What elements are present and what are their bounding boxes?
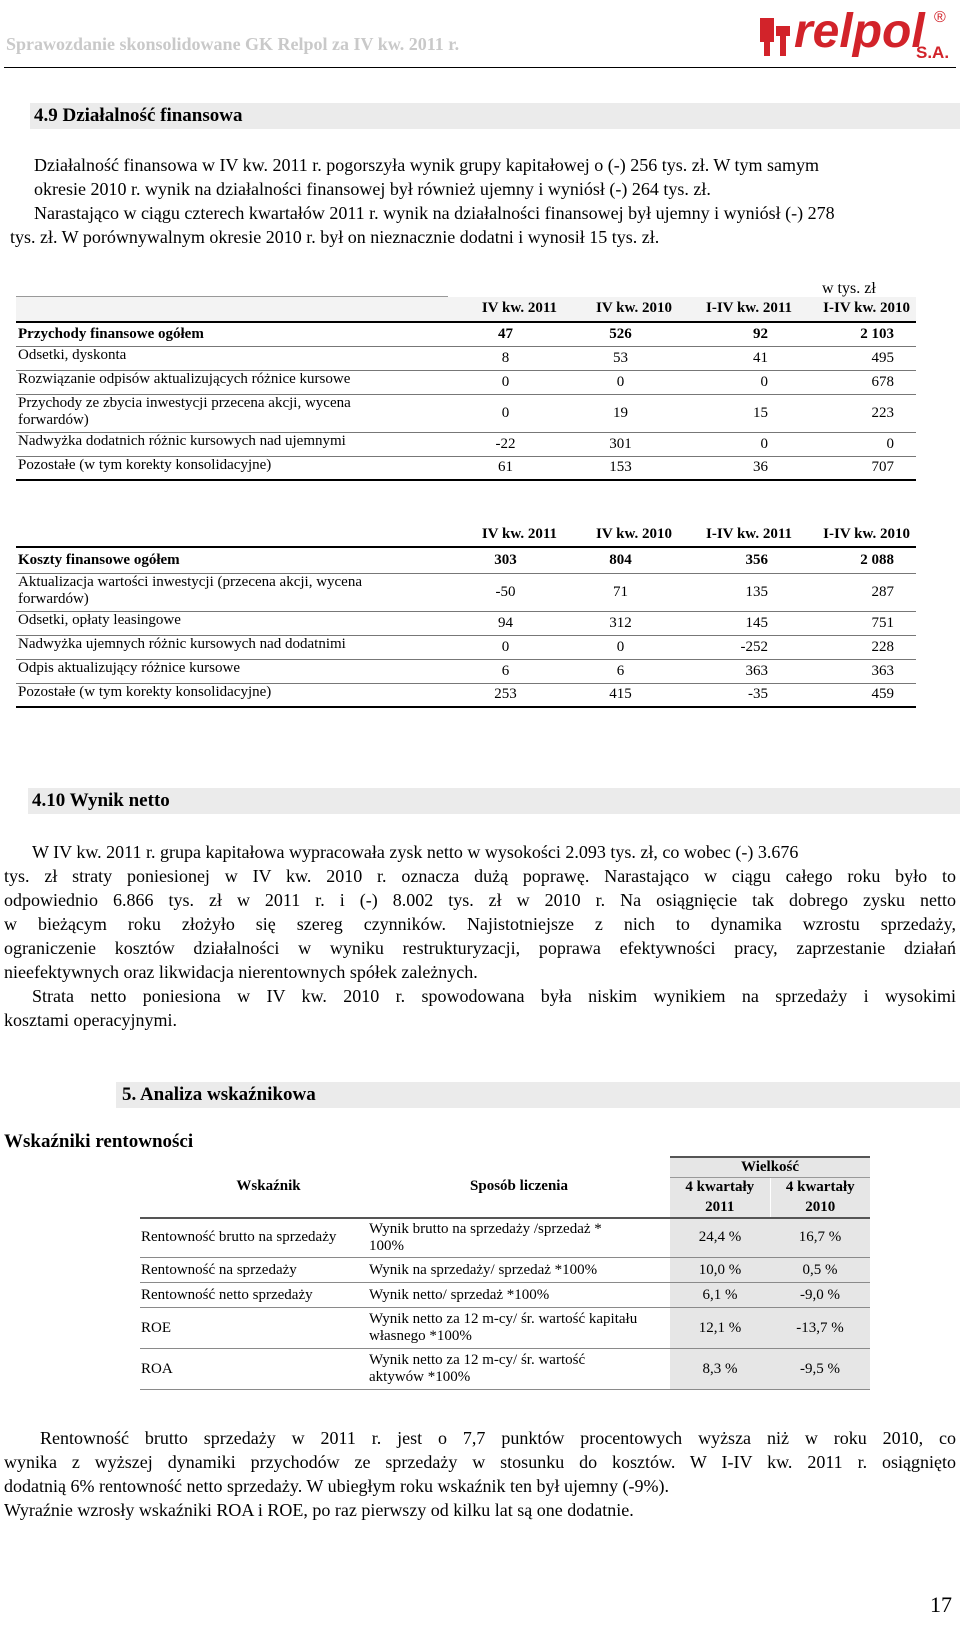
section-4-10-line: tys. zł straty poniesionej w IV kw. 2010 r. oznacza dużą poprawę. Narastająco w ciągu całego roku było to <box>4 866 956 886</box>
header-col-2011: 4 kwartały <box>670 1178 770 1198</box>
section-4-10-line: w bieżącym roku złożyło się szereg czynników. Najistotniejsze z nich to dynamika wzrostu sprzedaży, <box>4 914 956 934</box>
unit-label: w tys. zł <box>822 280 876 297</box>
table-row: Przychody finansowe ogółem 47 526 92 2 103 <box>16 322 916 346</box>
section-4-10-line: nieefektywnych oraz likwidacja nierentownych spółek zależnych. <box>4 962 478 982</box>
table-row: Odpis aktualizujący różnice kursowe 6 6 363 363 <box>16 659 916 683</box>
section-4-9-line: Działalność finansowa w IV kw. 2011 r. pogorszyła wynik grupy kapitałowej o (-) 256 tys. zł. W tym samym <box>34 155 820 175</box>
closing-line: dodatnią 6% rentowność netto sprzedaży. W ubiegłym roku wskaźnik ten był ujemny (-9%). <box>4 1476 669 1496</box>
table-header-row <box>16 297 916 323</box>
column-header: I-IV kw. 2010 <box>798 522 916 547</box>
section-5-title: 5. Analiza wskaźnikowa <box>116 1082 960 1108</box>
table-row: ROA Wynik netto za 12 m-cy/ śr. wartość aktywów *100% 8,3 % -9,5 % <box>140 1349 870 1390</box>
header-col-2010: 4 kwartały <box>770 1178 870 1198</box>
table-row: Odsetki, opłaty leasingowe 94 312 145 751 <box>16 611 916 635</box>
relpol-logo <box>758 2 958 64</box>
table-row: Koszty finansowe ogółem 303 804 356 2 088 <box>16 547 916 573</box>
section-4-9-title: 4.9 Działalność finansowa <box>30 103 960 129</box>
table-row: Pozostałe (w tym korekty konsolidacyjne) 253 415 -35 459 <box>16 683 916 707</box>
logo-suffix: S.A. <box>916 43 950 62</box>
column-header: I-IV kw. 2010 <box>798 297 916 323</box>
document-header-title: Sprawozdanie skonsolidowane GK Relpol za IV kw. 2011 r. <box>6 34 460 54</box>
table-row: Aktualizacja wartości inwestycji (przecena akcji, wycena forwardów) -50 71 135 287 <box>16 573 916 611</box>
table-row: Nadwyżka dodatnich różnic kursowych nad ujemnymi -22 301 0 0 <box>16 432 916 456</box>
table-row: Rentowność netto sprzedaży Wynik netto/ sprzedaż *100% 6,1 % -9,0 % <box>140 1283 870 1308</box>
closing-paragraph <box>4 1426 956 1522</box>
closing-line: wynika z wyższej dynamiki przychodów ze sprzedaży w stosunku do kosztów. W I-IV kw. 2011 r. osiągnięto <box>4 1452 956 1472</box>
closing-line: Wyraźnie wzrosły wskaźniki ROA i ROE, po raz pierwszy od kilku lat są one dodatnie. <box>4 1500 634 1520</box>
table-header-row <box>16 522 916 547</box>
header-year-2010: 2010 <box>770 1198 870 1218</box>
section-4-10-line: odpowiednio 6.866 tys. zł w 2011 r. i (-) 8.002 tys. zł w 2010 r. Na osiągnięcie tak dobrego zysku netto <box>4 890 956 910</box>
column-header: I-IV kw. 2011 <box>678 522 798 547</box>
table-row: Nadwyżka ujemnych różnic kursowych nad dodatnimi 0 0 -252 228 <box>16 635 916 659</box>
table-row: Rentowność brutto na sprzedaży Wynik brutto na sprzedaży /sprzedaż * 100% 24,4 % 16,7 % <box>140 1218 870 1258</box>
section-4-10-line: Strata netto poniesiona w IV kw. 2010 r. spowodowana była niskim wynikiem na sprzedaży i wysokimi <box>32 986 956 1006</box>
column-header: IV kw. 2011 <box>448 522 563 547</box>
section-4-10-line: W IV kw. 2011 r. grupa kapitałowa wypracowała zysk netto w wysokości 2.093 tys. zł, co wobec (-) 3.676 <box>32 842 799 862</box>
logo-wordmark: relpol <box>794 5 925 58</box>
header-divider <box>4 67 956 68</box>
header-year-2011: 2011 <box>670 1198 770 1218</box>
profitability-ratio-table <box>140 1156 870 1390</box>
logo-registered: ® <box>934 9 946 26</box>
column-header: I-IV kw. 2011 <box>678 297 798 323</box>
page-number: 17 <box>930 1592 952 1617</box>
section-4-9-line: Narastająco w ciągu czterech kwartałów 2011 r. wynik na działalności finansowej był ujemny i wyniósł (-) 278 <box>34 203 835 223</box>
header-method: Sposób liczenia <box>368 1157 670 1218</box>
table-row: Rozwiązanie odpisów aktualizujących różnice kursowe 0 0 0 678 <box>16 370 916 394</box>
header-indicator: Wskaźnik <box>140 1157 368 1218</box>
section-4-9-line: tys. zł. W porównywalnym okresie 2010 r. był on nieznacznie dodatni i wynosił 15 tys. zł. <box>10 227 660 247</box>
section-4-9-line: okresie 2010 r. wynik na działalności finansowej był również ujemny i wyniósł (-) 264 tys. zł. <box>34 179 711 199</box>
financial-income-table <box>16 296 916 481</box>
section-5-subtitle: Wskaźniki rentowności <box>4 1131 194 1152</box>
section-4-9-body <box>10 153 926 249</box>
section-4-10-line: kosztami operacyjnymi. <box>4 1010 177 1030</box>
closing-line: Rentowność brutto sprzedaży w 2011 r. jest o 7,7 punktów procentowych wyższa niż w roku 2010, co <box>40 1428 956 1448</box>
table-row: Przychody ze zbycia inwestycji przecena akcji, wycena forwardów) 0 19 15 223 <box>16 394 916 432</box>
section-4-10-title: 4.10 Wynik netto <box>28 788 960 814</box>
section-4-10-line: ograniczenie kosztów działalności w wyniku restrukturyzacji, poprawa efektywności pracy, zaprzestanie działań <box>4 938 956 958</box>
table-row: Pozostałe (w tym korekty konsolidacyjne) 61 153 36 707 <box>16 456 916 480</box>
section-4-10-body <box>4 840 956 1032</box>
table-row: ROE Wynik netto za 12 m-cy/ śr. wartość kapitału własnego *100% 12,1 % -13,7 % <box>140 1308 870 1349</box>
table-row: Odsetki, dyskonta 8 53 41 495 <box>16 346 916 370</box>
column-header: IV kw. 2010 <box>563 522 678 547</box>
header-value: Wielkość <box>670 1157 870 1178</box>
column-header: IV kw. 2011 <box>448 297 563 323</box>
relay-icon <box>760 18 790 56</box>
financial-cost-table <box>16 522 916 708</box>
table-header-row <box>140 1157 870 1178</box>
table-row: Rentowność na sprzedaży Wynik na sprzedaży/ sprzedaż *100% 10,0 % 0,5 % <box>140 1258 870 1283</box>
column-header: IV kw. 2010 <box>563 297 678 323</box>
